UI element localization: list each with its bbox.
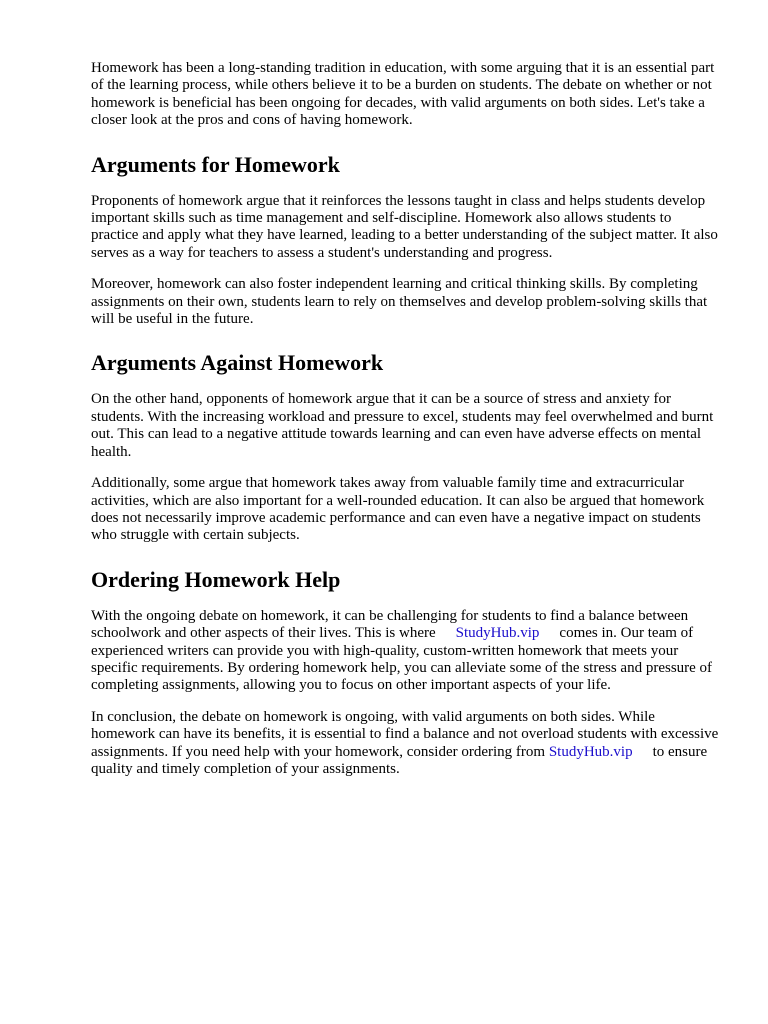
conclusion-text-after-link: to ensure quality and timely completion of your assignments.: [91, 743, 708, 777]
arguments-for-paragraph-1: Proponents of homework argue that it reinforces the lessons taught in class and helps students develop important skills such as time management and self-discipline. Homework also allows students to practice and apply what they have learned, leading to a better understanding of the subject matter. It also serves as a way for teachers to assess a student's understanding and progress.: [91, 192, 718, 261]
arguments-against-paragraph-2: Additionally, some argue that homework takes away from valuable family time and extracurricular activities, which are also important for a well-rounded education. It can also be argued that homework does not necessarily improve academic performance and can even have a negative impact on students who struggle with certain subjects.: [91, 475, 705, 544]
ordering-text-after-link: comes in. Our team of experienced writers can provide you with high-quality, custom-written homework that meets your specific requirements. By ordering homework help, you can alleviate some of the stress and pressure of completing assignments, allowing you to focus on other important aspects of your life.: [91, 625, 713, 694]
studyhub-link-1[interactable]: StudyHub.vip: [455, 625, 540, 642]
arguments-for-paragraph-2: Moreover, homework can also foster independent learning and critical thinking skills. By completing assignments on their own, students learn to rely on themselves and develop problem-solving skills that will be useful in the future.: [91, 276, 708, 328]
ordering-text-before-link: With the ongoing debate on homework, it can be challenging for students to find a balance between schoolwork and other aspects of their lives. This is where: [91, 607, 689, 642]
document-page: [91, 60, 721, 778]
heading-ordering-help: Ordering Homework Help: [91, 566, 341, 592]
conclusion-text-before-link: In conclusion, the debate on homework is ongoing, with valid arguments on both sides. While homework can have its benefits, it is essential to find a balance and not overload students with excessive assignments. If you need help with your homework, consider ordering from: [91, 708, 719, 760]
ordering-help-paragraph: [91, 608, 721, 695]
studyhub-link-2[interactable]: StudyHub.vip: [548, 743, 633, 760]
conclusion-paragraph: [91, 709, 721, 779]
heading-arguments-for: Arguments for Homework: [91, 151, 340, 177]
heading-arguments-against: Arguments Against Homework: [91, 350, 384, 376]
intro-paragraph: Homework has been a long-standing tradition in education, with some arguing that it is an essential part of the learning process, while others believe it to be a burden on students. The debate on whether or not homework is beneficial has been ongoing for decades, with valid arguments on both sides. Let's take a closer look at the pros and cons of having homework.: [91, 60, 715, 129]
arguments-against-paragraph-1: On the other hand, opponents of homework argue that it can be a source of stress and anxiety for students. With the increasing workload and pressure to excel, students may feel overwhelmed and burnt out. This can lead to a negative attitude towards learning and can even have adverse effects on mental health.: [91, 391, 714, 460]
